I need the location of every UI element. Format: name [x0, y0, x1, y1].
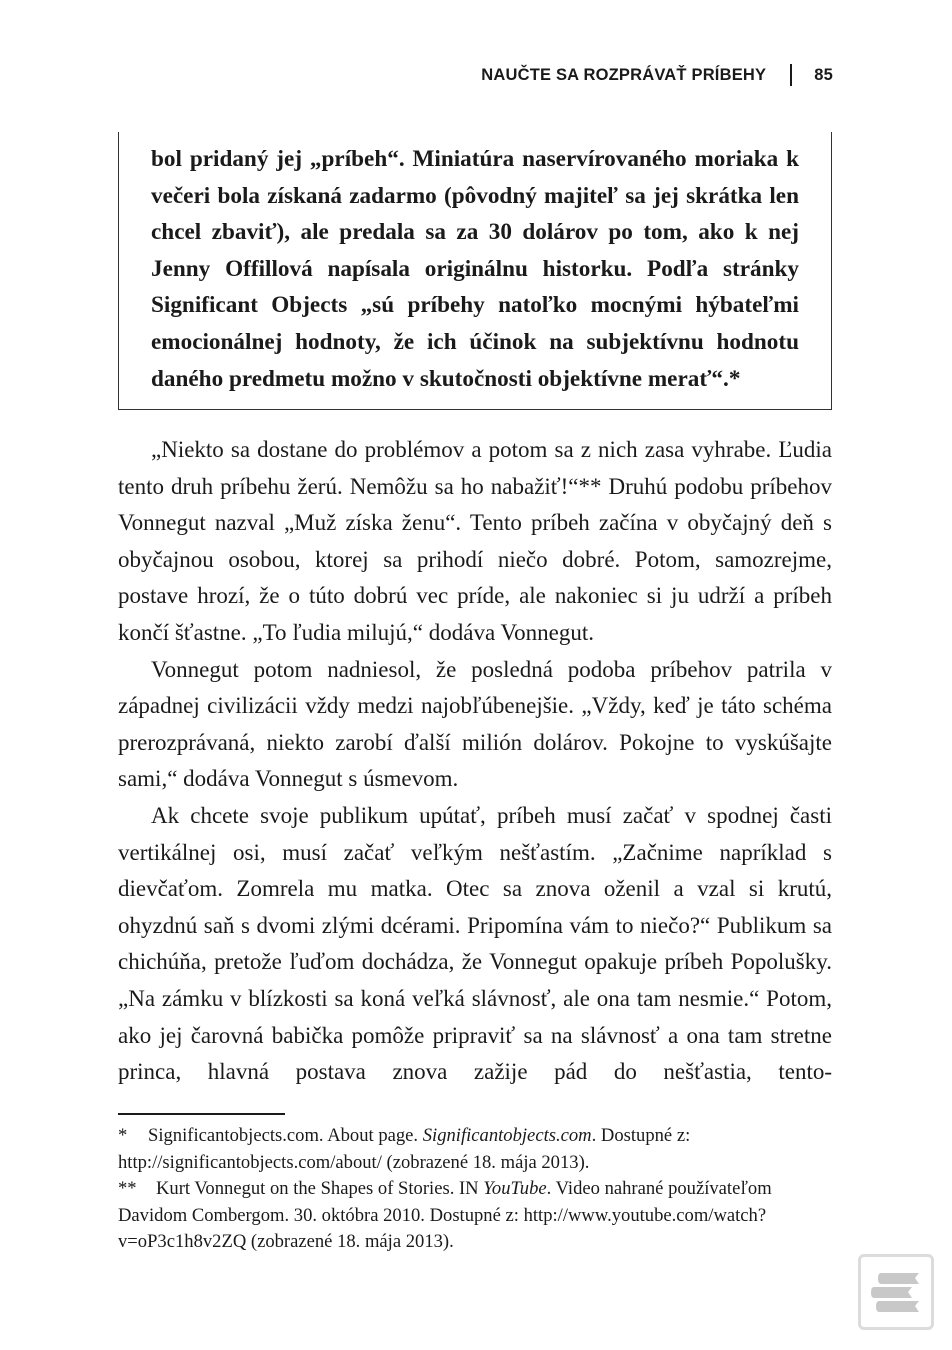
footnote	[118, 1176, 832, 1256]
body-text	[118, 432, 832, 1091]
library-widget-button[interactable]	[858, 1254, 934, 1330]
footnote-mark: **	[118, 1178, 137, 1199]
footnote-italic: Significantobjects.com	[422, 1125, 592, 1146]
paragraph: „Niekto sa dostane do problémov a potom sa z nich zasa vyhrabe. Ľudia tento druh príbehu žerú. Nemôžu sa ho nabažiť!“** Druhú podobu príbehov Vonnegut nazval „Muž získa ženu“. Tento príbeh začína v obyčajný deň s obyčajnou osobou, ktorej sa prihodí niečo dobré. Potom, samozrejme, postave hrozí, že o túto dobrú vec príde, ale nakoniec si ju udrží a príbeh končí šťastne. „To ľudia milujú,“ dodáva Vonnegut.	[118, 437, 832, 645]
footnote-text: Significantobjects.com. About page.	[148, 1125, 423, 1146]
paragraph: Vonnegut potom nadniesol, že posledná podoba príbehov patrila v západnej civilizácii vždy medzi najobľúbenejšie. „Vždy, keď je táto schéma prerozprávaná, niekto zarobí ďalší milión dolárov. Pokojne to vyskúšajte sami,“ dodáva Vonnegut s úsmevom.	[118, 656, 832, 792]
footnote-mark: *	[118, 1125, 128, 1146]
footnote-rule	[118, 1113, 285, 1115]
paragraph: Ak chcete svoje publikum upútať, príbeh musí začať v spodnej časti vertikálnej osi, musí začať veľkým nešťastím. „Začnime napríklad s dievčaťom. Zomrela mu matka. Otec sa znova oženil a vzal si krutú, ohyzdnú saň s dvomi zlými dcérami. Pripomína vám to niečo?“ Publikum sa chichúňa, pretože ľuďom dochádza, že Vonnegut opakuje príbeh Popolušky. „Na zámku v blízkosti sa koná veľká slávnosť, ale ona tam nesmie.“ Potom, ako jej čarovná babička pomôže pripraviť sa na slávnosť a ona tam stretne princa, hlavná postava znova zažije pád do nešťastia, tento-	[118, 802, 832, 1085]
footnote	[118, 1123, 832, 1176]
footnote-text: . Video nahrané používateľom Davidom Combergom. 30. októbra 2010. Dostupné z: http://www.youtube.com/watch?v=oP3c1h8v2ZQ (zobrazené 18. mája 2013).	[118, 1178, 772, 1252]
chapter-title: NAUČTE SA ROZPRÁVAŤ PRÍBEHY	[481, 65, 767, 84]
running-header	[481, 64, 833, 86]
page-number: 85	[814, 65, 833, 84]
footnote-text: Kurt Vonnegut on the Shapes of Stories. IN	[156, 1178, 484, 1199]
boxed-quote	[118, 132, 832, 410]
boxed-quote-text: bol pridaný jej „príbeh“. Miniatúra naservírovaného moriaka k večeri bola získaná zadarmo (pôvodný majiteľ sa jej skrátka len chcel zbaviť), ale predala sa za 30 dolárov po tom, ako k nej Jenny Offillová napísala originálnu historku. Podľa stránky Significant Objects „sú príbehy natoľko mocnými hýbateľmi emocionálnej hodnoty, že ich účinok na subjektívnu hodnotu daného predmetu možno v skutočnosti objektívne merať“.*	[151, 146, 799, 392]
footnote-italic: YouTube	[483, 1178, 547, 1199]
books-stack-icon	[861, 1257, 931, 1327]
header-separator	[790, 64, 792, 86]
footnotes	[118, 1123, 832, 1256]
footnote-text: . Dostupné z: http://significantobjects.com/about/ (zobrazené 18. mája 2013).	[118, 1125, 691, 1173]
